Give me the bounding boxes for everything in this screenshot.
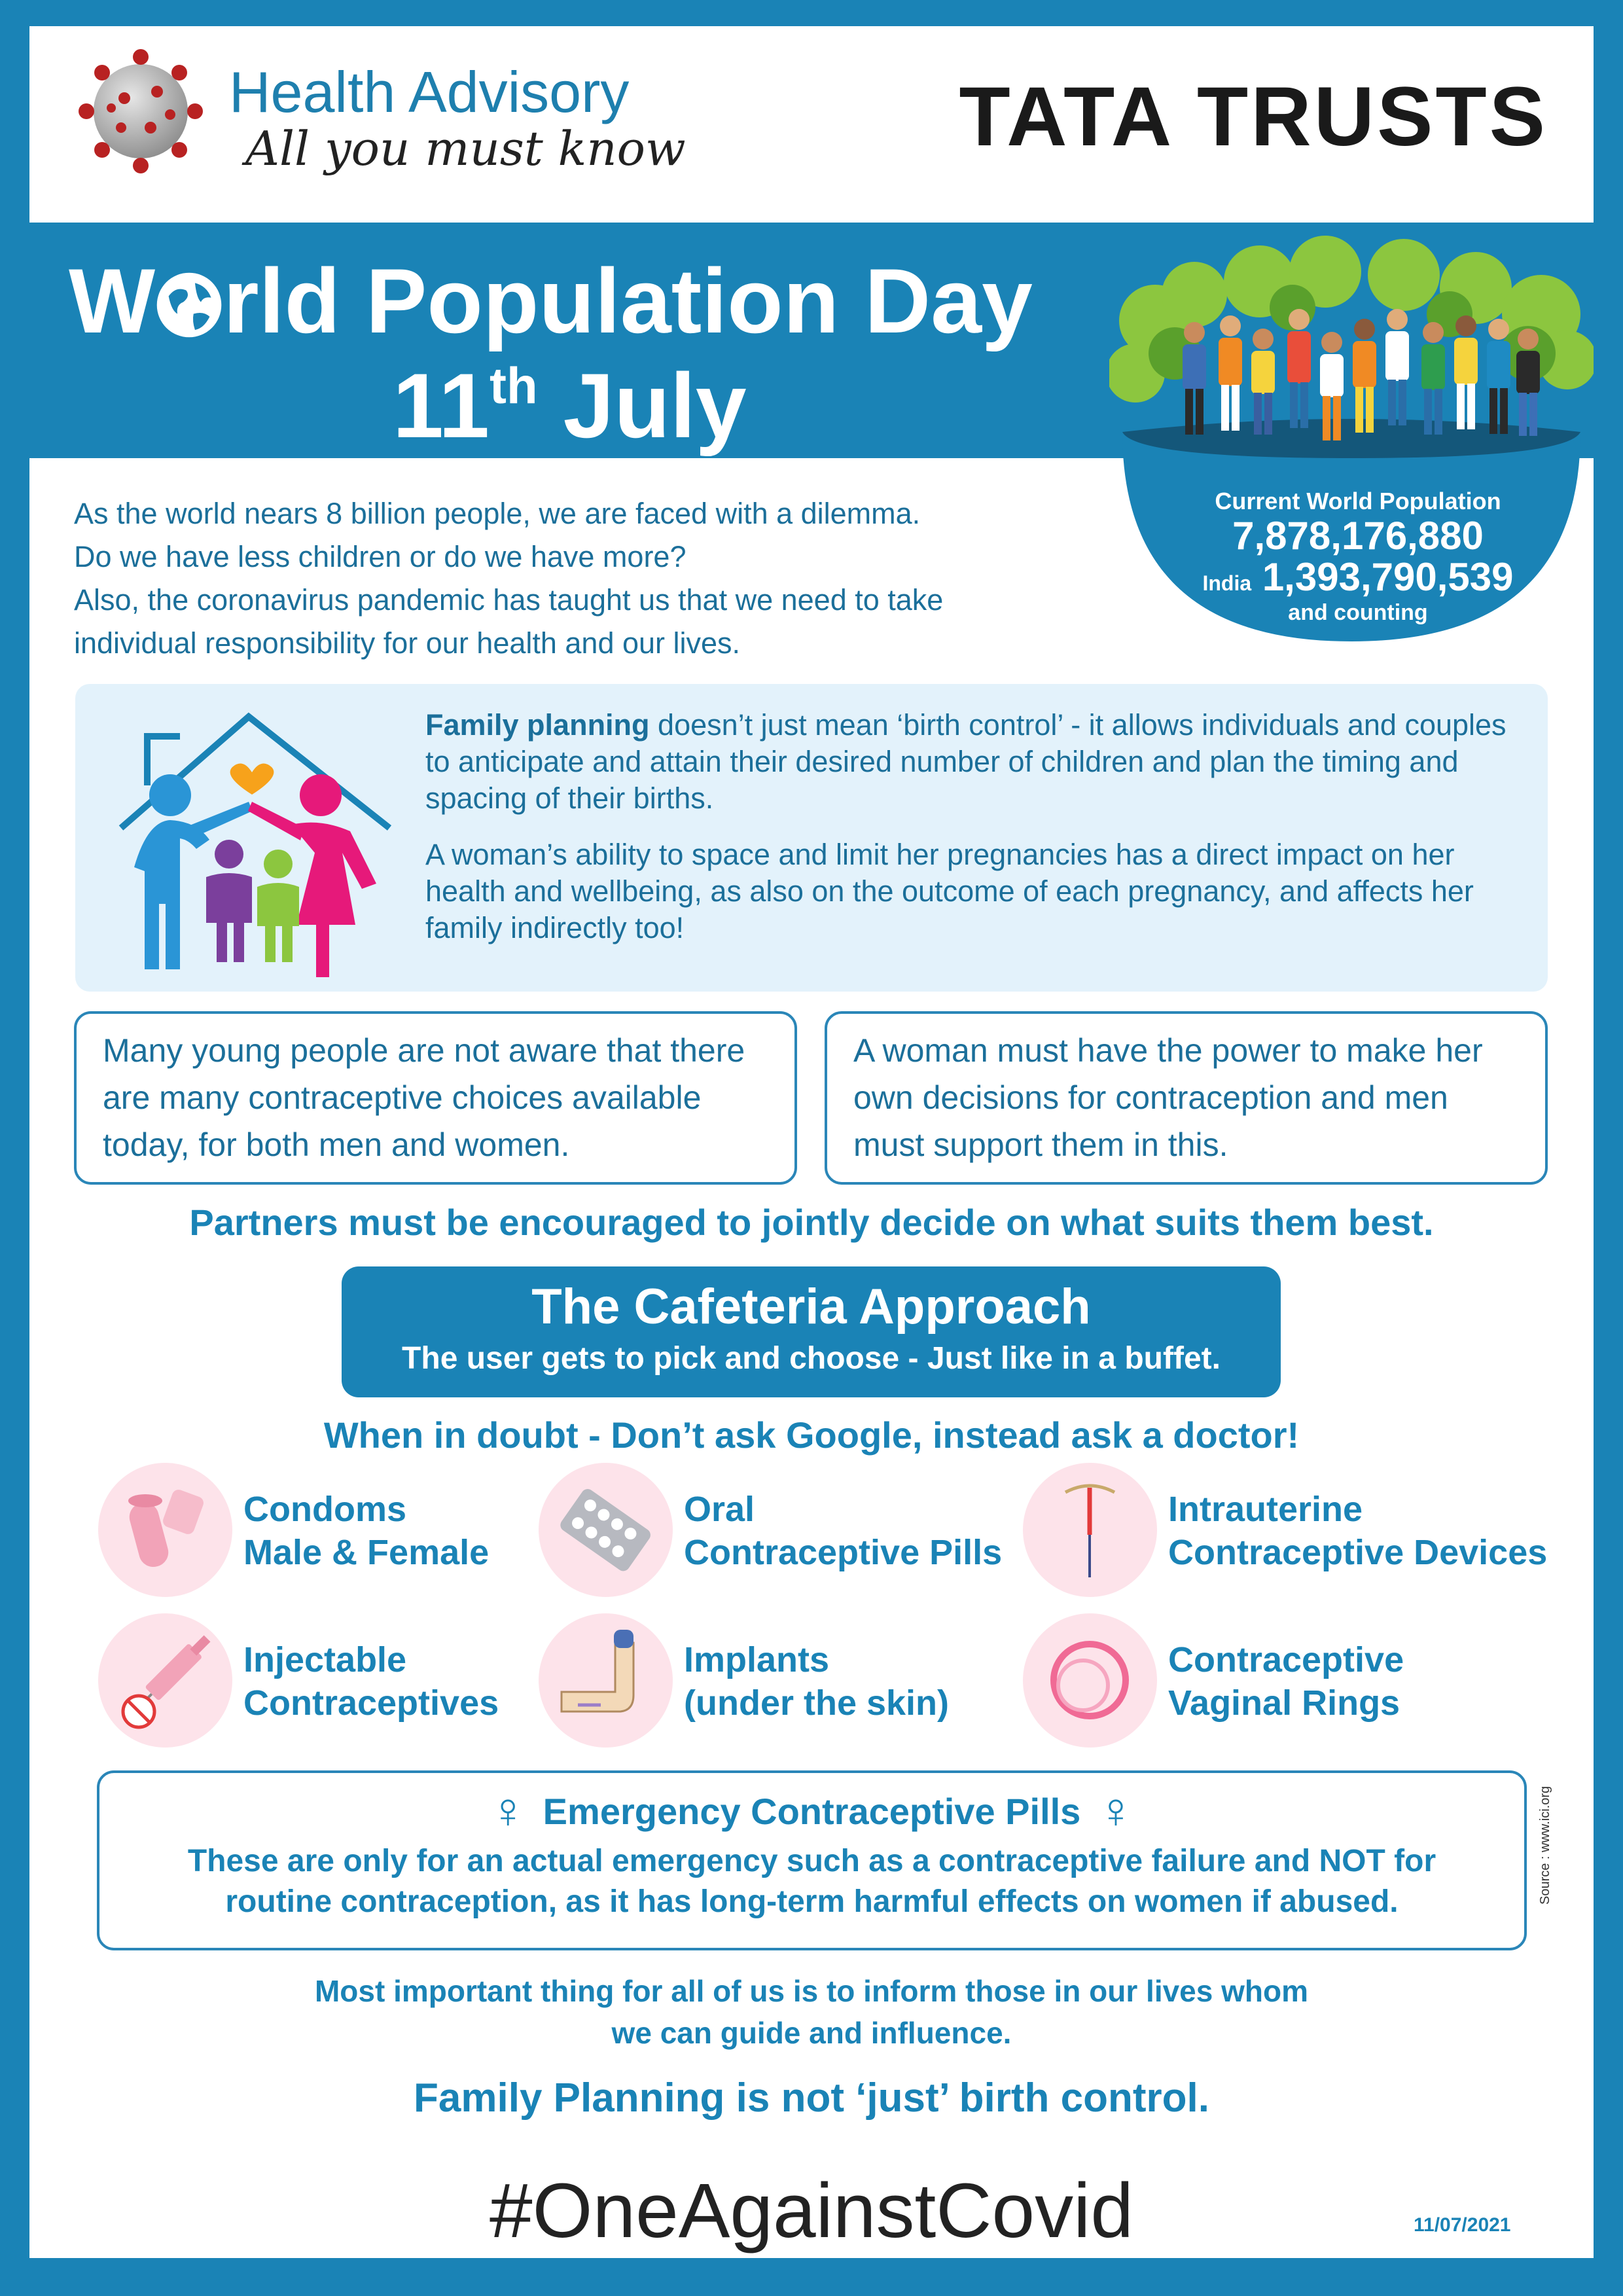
important-statement: Most important thing for all of us is to inform those in our lives whom we can guide and influence. xyxy=(314,1974,1309,2050)
population-tail: and counting xyxy=(1288,600,1428,625)
partners-statement: Partners must be encouraged to jointly decide on what suits them best. xyxy=(189,1202,1434,1243)
family-planning-text xyxy=(425,707,1531,966)
female-symbol-icon: ♀ xyxy=(489,1783,527,1839)
not-just-birth-control: Family Planning is not ‘just’ birth control. xyxy=(414,2075,1209,2121)
cafeteria-subtitle: The user gets to pick and choose - Just like in a buffet. xyxy=(402,1341,1221,1376)
banner-date: 11th July xyxy=(393,354,747,457)
health-advisory-subtitle: All you must know xyxy=(245,121,686,176)
family-house-icon xyxy=(95,697,402,978)
syringe-icon xyxy=(98,1613,232,1748)
globe-icon xyxy=(152,268,226,342)
hashtag: #OneAgainstCovid xyxy=(490,2168,1133,2254)
cafeteria-title: The Cafeteria Approach xyxy=(531,1279,1091,1335)
health-advisory-title: Health Advisory xyxy=(229,60,630,124)
emergency-pills-box xyxy=(97,1770,1527,1950)
iud-icon xyxy=(1023,1463,1157,1597)
poster: Health Advisory All you must know TATA TRUSTS W rld Population Day 11th July Current World Population 7,878,176,880 India 1,393,790,539 and counting As the world nears 8 billion people, we are faced with a dilemma. Do we have less children or do we have more? Also, the coronavirus pandemic has taught us that we need to take individual responsibility for our health and our lives. Family planning doesn’t just mean ‘birth control’ - it allows individuals and couples to anticipate and attain their desired number of children and plan the timing and spacing of their births. A woman’s ability to space and limit her pregnancies has a direct impact on her health and wellbeing, as also on the outcome of each pregnancy, and affects her family indirectly too! Many young people are not aware that there are many contraceptive choices available today, for both men and women. A woman must have the power to make her own decisions for contraception and men must support them in this. Partners must be encouraged to jointly decide on what suits them best. The Cafeteria Approach The user gets to pick and choose - Just like in a buffet. When in doubt - Don’t ask Google, instead ask a doctor! Condoms Male & Female Oral Contraceptive Pills Intrauterine Contraceptive Devices Injectable Contraceptives Implants (under the skin) Contraceptive Vaginal Rings ♀ Emergency Contraceptive Pills ♀ These are only for an actual emergency such as a contraceptive failure and NOT for routine contraception, as it has long-term harmful effects on women if abused. Source : www.ici.org Most important thing for all of us is to inform those in our lives whom we can guide and influence. Family Planning is not ‘just’ birth control. #OneAgainstCovid 11/07/2021 xyxy=(29,26,1594,2258)
emergency-description: These are only for an actual emergency such as a contraceptive failure and NOT for routine contraception, as it has long-term harmful effects on women if abused. xyxy=(187,1844,1436,1919)
tata-trusts-logo: TATA TRUSTS xyxy=(959,70,1548,164)
arm-implant-icon xyxy=(539,1613,673,1748)
family-planning-paragraph-2: A woman’s ability to space and limit her pregnancies has a direct impact on her health and wellbeing, as also on the outcome of each pregnancy, and affects her family indirectly too! xyxy=(425,838,1474,944)
woman-power-box: A woman must have the power to make her own decisions for contraception and men must support them in this. xyxy=(825,1011,1548,1185)
world-population-value: 7,878,176,880 xyxy=(1232,514,1484,558)
publish-date: 11/07/2021 xyxy=(1414,2214,1511,2236)
ring-icon xyxy=(1023,1613,1157,1748)
female-symbol-icon: ♀ xyxy=(1097,1783,1135,1839)
cafeteria-approach-banner xyxy=(342,1266,1281,1397)
population-label: Current World Population xyxy=(1215,488,1501,514)
source-note: Source : www.ici.org xyxy=(1538,1785,1552,1905)
intro-text: As the world nears 8 billion people, we are faced with a dilemma. Do we have less children or do we have more? Also, the coronavirus pandemic has taught us that we need to take individual responsibility for our health and our lives. xyxy=(74,497,944,660)
banner-title: W rld Population Day xyxy=(69,249,1033,352)
pill-pack-icon xyxy=(539,1463,673,1597)
young-people-box: Many young people are not aware that there are many contraceptive choices available today, for both men and women. xyxy=(74,1011,797,1185)
family-planning-paragraph-1: Family planning doesn’t just mean ‘birth control’ - it allows individuals and couples to anticipate and attain their desired number of children and plan the timing and spacing of their births. xyxy=(425,708,1507,815)
emergency-title: ♀ Emergency Contraceptive Pills ♀ xyxy=(489,1783,1135,1839)
india-population: India 1,393,790,539 xyxy=(1202,555,1514,599)
coronavirus-icon xyxy=(72,43,209,180)
doubt-statement: When in doubt - Don’t ask Google, instead ask a doctor! xyxy=(323,1414,1300,1456)
population-counter xyxy=(1142,488,1574,626)
condom-icon xyxy=(98,1463,232,1597)
